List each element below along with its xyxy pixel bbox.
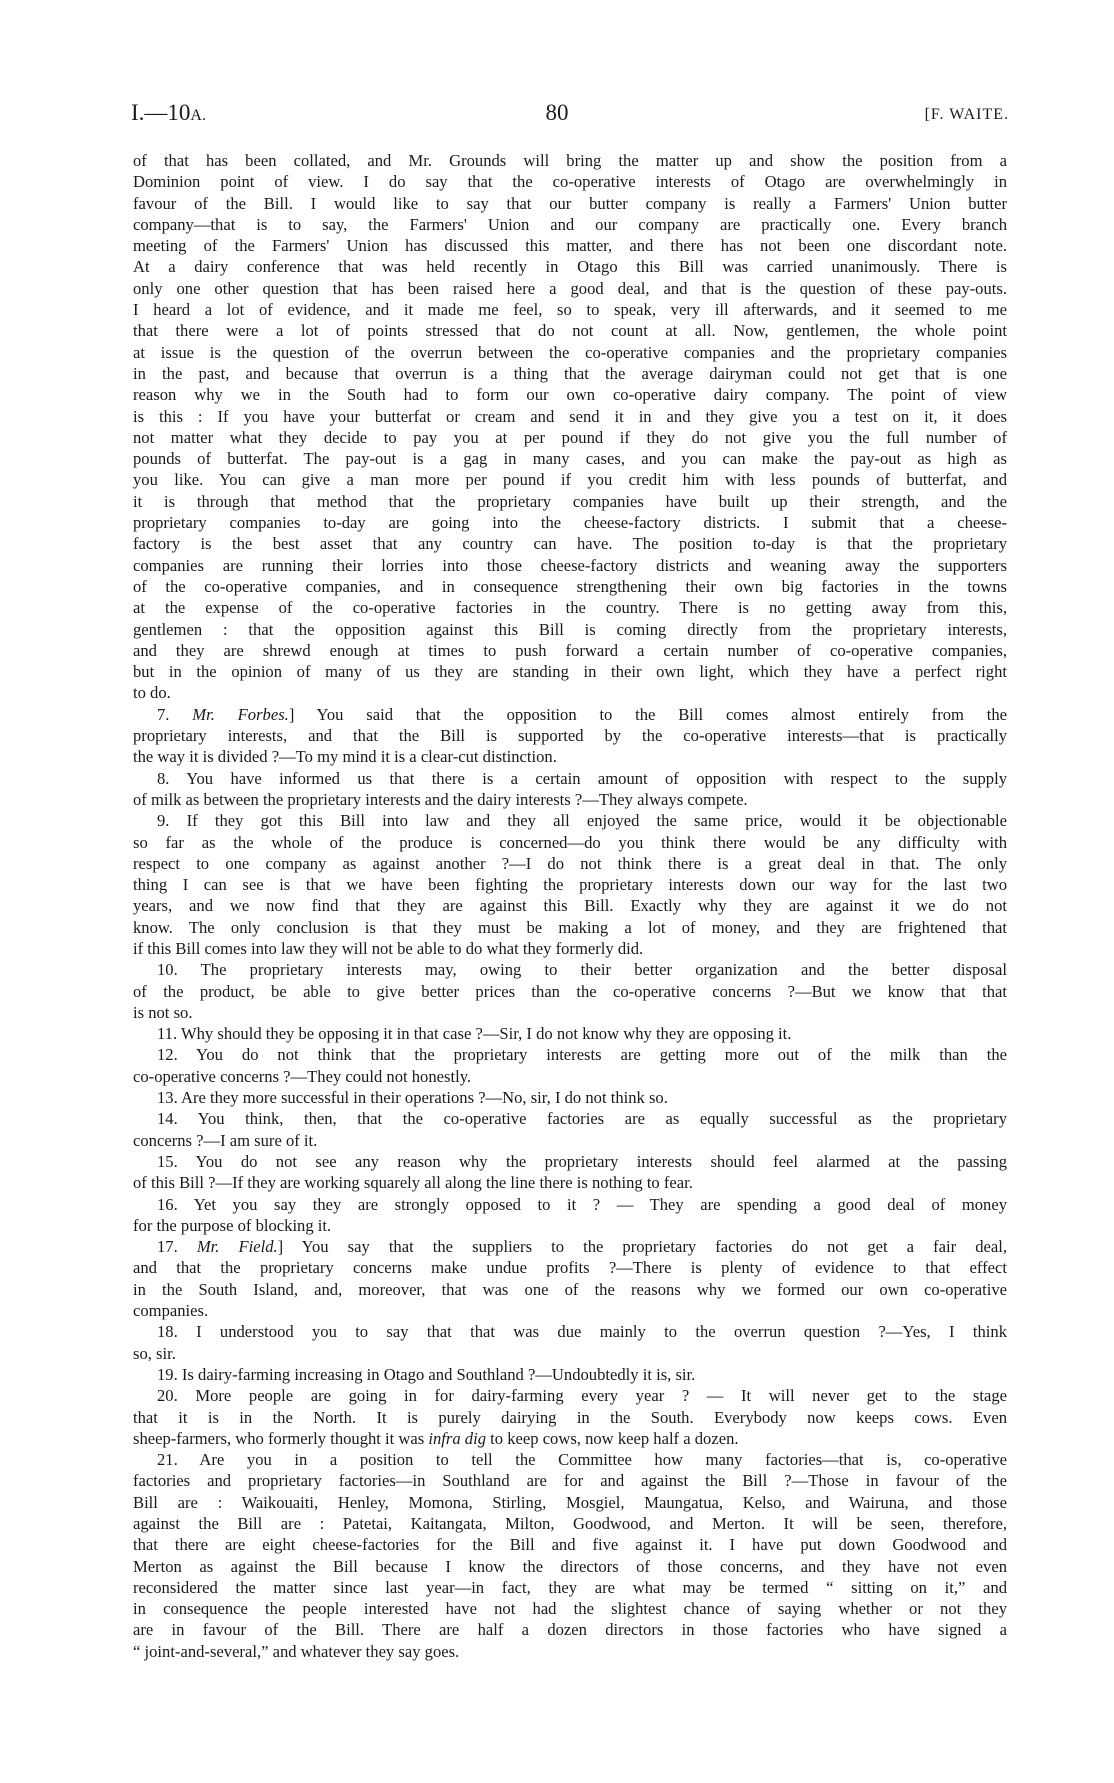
paragraph: [133, 959, 1007, 1023]
text-segment: sheep-farmers, who formerly thought it was: [133, 1428, 429, 1448]
text-line: so, sir.: [133, 1343, 176, 1363]
text-line: but in the opinion of many of us they are standing in their own light, which they have a perfect right: [133, 662, 1007, 682]
italic-text: infra dig: [428, 1428, 487, 1448]
text-line: for the purpose of blocking it.: [133, 1215, 332, 1235]
paragraph: [133, 1236, 1007, 1321]
page-number: 80: [545, 100, 569, 125]
text-line: in the past, and because that overrun is a thing that the average dairyman could not get that is one: [133, 363, 1007, 383]
italic-text: Mr. Forbes.: [192, 704, 289, 724]
text-line: 9. If they got this Bill into law and they all enjoyed the same price, would it be objectionable: [157, 811, 1007, 831]
text-line: and they are shrewd enough at times to push forward a certain number of co-operative companies,: [133, 640, 1007, 660]
text-segment: 7.: [157, 704, 193, 724]
text-line: 15. You do not see any reason why the proprietary interests should feel alarmed at the passing: [157, 1151, 1007, 1171]
paragraph: [133, 1321, 1007, 1364]
paragraph: [133, 1194, 1007, 1237]
text-line: Bill are : Waikouaiti, Henley, Momona, Stirling, Mosgiel, Maungatua, Kelso, and Wairuna, and those: [133, 1492, 1007, 1512]
text-line: At a dairy conference that was held recently in Otago this Bill was carried unanimously. There is: [133, 257, 1007, 277]
text-line: are in favour of the Bill. There are half a dozen directors in those factories who have signed a: [133, 1620, 1007, 1640]
text-line: against the Bill are : Patetai, Kaitangata, Milton, Goodwood, and Merton. It will be seen, therefore,: [133, 1514, 1007, 1533]
text-line: of this Bill ?—If they are working squarely all along the line there is nothing to fear.: [133, 1173, 693, 1193]
text-line: meeting of the Farmers' Union has discussed this matter, and there has not been one discordant note.: [133, 236, 1007, 256]
text-line: of the product, be able to give better prices than the co-operative concerns ?—But we know that that: [133, 981, 1007, 1001]
text-line: is not so.: [133, 1002, 193, 1022]
paragraph: [133, 1449, 1007, 1662]
document-body: [133, 150, 1007, 1662]
text-line: at the expense of the co-operative factories in the country. There is no getting away from this,: [133, 598, 1007, 618]
text-line: concerns ?—I am sure of it.: [133, 1130, 318, 1150]
text-line: not matter what they decide to pay you at per pound if they do not give you the full number of: [133, 427, 1007, 447]
text-line: so far as the whole of the produce is concerned—do you think there would be any difficulty with: [133, 832, 1007, 852]
paragraph: [133, 1385, 1007, 1449]
text-line: 10. The proprietary interests may, owing to their better organization and the better disposal: [157, 960, 1007, 980]
text-line: proprietary interests, and that the Bill is supported by the co-operative interests—that is practically: [133, 726, 1007, 746]
text-line: company—that is to say, the Farmers' Union and our company are practically one. Every branch: [133, 214, 1007, 234]
text-segment: to keep cows, now keep half a dozen.: [486, 1428, 739, 1448]
text-line: 16. Yet you say they are strongly opposed to it ? — They are spending a good deal of money: [157, 1194, 1007, 1214]
paragraph: [133, 1151, 1007, 1194]
text-line: 12. You do not think that the proprietary interests are getting more out of the milk than the: [157, 1045, 1007, 1065]
text-line: companies are running their lorries into those cheese-factory districts and weaning away the supporters: [133, 555, 1007, 575]
text-line: in the South Island, and, moreover, that was one of the reasons why we formed our own co-operative: [133, 1279, 1007, 1299]
witness-name: [F. WAITE.: [924, 106, 1009, 123]
text-line: 13. Are they more successful in their operations ?—No, sir, I do not think so.: [157, 1088, 668, 1108]
text-line: factory is the best asset that any country can have. The position to-day is that the proprietary: [133, 534, 1007, 554]
text-line: that there were a lot of points stressed that do not count at all. Now, gentlemen, the whole point: [133, 321, 1007, 341]
paragraph: [133, 1087, 1007, 1108]
text-line: I heard a lot of evidence, and it made me feel, so to speak, very ill afterwards, and it seemed to me: [133, 300, 1007, 320]
paragraph: [133, 1364, 1007, 1385]
text-line: 20. More people are going in for dairy-farming every year ? — It will never get to the stage: [157, 1386, 1007, 1406]
text-line: respect to one company as against another ?—I do not think there is a great deal in that. The only: [133, 853, 1007, 873]
paragraph: [133, 1044, 1007, 1087]
paragraph: [133, 1023, 1007, 1044]
text-line: at issue is the question of the overrun between the co-operative companies and the proprietary companies: [133, 342, 1007, 362]
text-line: co-operative concerns ?—They could not honestly.: [133, 1066, 472, 1086]
paragraph: [133, 704, 1007, 768]
text-line: if this Bill comes into law they will not be able to do what they formerly did.: [133, 938, 644, 958]
text-line: of the co-operative companies, and in consequence strengthening their own big factories in the towns: [133, 576, 1007, 596]
text-line: years, and we now find that they are against this Bill. Exactly why they are against it we do not: [133, 896, 1007, 916]
paragraph: [133, 150, 1007, 704]
text-line: only one other question that has been raised here a good deal, and that is the question of these pay-outs.: [133, 278, 1007, 298]
text-line: reconsidered the matter since last year—in fact, they are what may be termed “ sitting on it,” and: [133, 1577, 1007, 1597]
text-segment: 17.: [157, 1237, 197, 1257]
text-line: 19. Is dairy-farming increasing in Otago and Southland ?—Undoubtedly it is, sir.: [157, 1364, 696, 1384]
text-line: 14. You think, then, that the co-operative factories are as equally successful as the proprietary: [157, 1109, 1007, 1129]
text-line: gentlemen : that the opposition against this Bill is coming directly from the proprietary interests,: [133, 619, 1007, 639]
text-line: that it is in the North. It is purely dairying in the South. Everybody now keeps cows. Even: [133, 1407, 1007, 1427]
text-line: thing I can see is that we have been fighting the proprietary interests down our way for the last two: [133, 875, 1007, 895]
text-line: in consequence the people interested have not had the slightest chance of saying whether or not they: [133, 1599, 1007, 1619]
paragraph: [133, 768, 1007, 811]
text-line: “ joint-and-several,” and whatever they say goes.: [133, 1641, 460, 1661]
text-line: proprietary companies to-day are going into the cheese-factory districts. I submit that a cheese-: [133, 513, 1007, 533]
text-line: that there are eight cheese-factories for the Bill and five against it. I have put down Goodwood and: [133, 1535, 1007, 1555]
paragraph: [133, 810, 1007, 959]
text-line: 18. I understood you to say that that was due mainly to the overrun question ?—Yes, I think: [157, 1322, 1007, 1342]
text-segment: ] You said that the opposition to the Bill comes almost entirely from the: [288, 704, 1007, 724]
text-line: it is through that method that the proprietary companies have built up their strength, and the: [133, 491, 1007, 511]
text-line: favour of the Bill. I would like to say that our butter company is really a Farmers' Union butter: [133, 193, 1007, 213]
text-line: companies.: [133, 1301, 209, 1321]
text-line: Dominion point of view. I do say that the co-operative interests of Otago are overwhelmingly in: [133, 172, 1007, 192]
italic-text: Mr. Field.: [196, 1237, 278, 1257]
text-line: of that has been collated, and Mr. Grounds will bring the matter up and show the position from a: [133, 151, 1007, 170]
text-line: know. The only conclusion is that they must be making a lot of money, and they are frightened that: [133, 917, 1007, 937]
text-line: Merton as against the Bill because I know the directors of those concerns, and they have not even: [133, 1556, 1007, 1576]
text-line: 11. Why should they be opposing it in that case ?—Sir, I do not know why they are opposing it.: [157, 1024, 792, 1044]
text-line: and that the proprietary concerns make undue profits ?—There is plenty of evidence to that effect: [133, 1258, 1007, 1278]
text-line: of milk as between the proprietary interests and the dairy interests ?—They always compete.: [133, 789, 748, 809]
text-line: 21. Are you in a position to tell the Committee how many factories—that is, co-operative: [157, 1450, 1007, 1470]
text-segment: ] You say that the suppliers to the proprietary factories do not get a fair deal,: [277, 1237, 1007, 1257]
text-line: pounds of butterfat. The pay-out is a gag in many cases, and you can make the pay-out as high as: [133, 449, 1007, 469]
text-line: is this : If you have your butterfat or cream and send it in and they give you a test on it, it does: [133, 406, 1007, 426]
text-line: [133, 704, 1007, 725]
document-reference-main: I.—10: [131, 100, 191, 125]
text-line: to do.: [133, 683, 171, 703]
text-line: 8. You have informed us that there is a certain amount of opposition with respect to the supply: [157, 768, 1007, 788]
text-line: [133, 1236, 1007, 1257]
text-line: the way it is divided ?—To my mind it is a clear-cut distinction.: [133, 747, 557, 767]
text-line: [133, 1428, 1007, 1449]
paragraph: [133, 1108, 1007, 1151]
text-line: you like. You can give a man more per pound if you credit him with less pounds of butterfat, and: [133, 470, 1007, 490]
text-line: reason why we in the South had to form our own co-operative dairy company. The point of view: [133, 385, 1007, 405]
text-line: factories and proprietary factories—in Southland are for and against the Bill ?—Those in favour of the: [133, 1471, 1007, 1491]
document-reference-suffix: A.: [190, 107, 206, 124]
